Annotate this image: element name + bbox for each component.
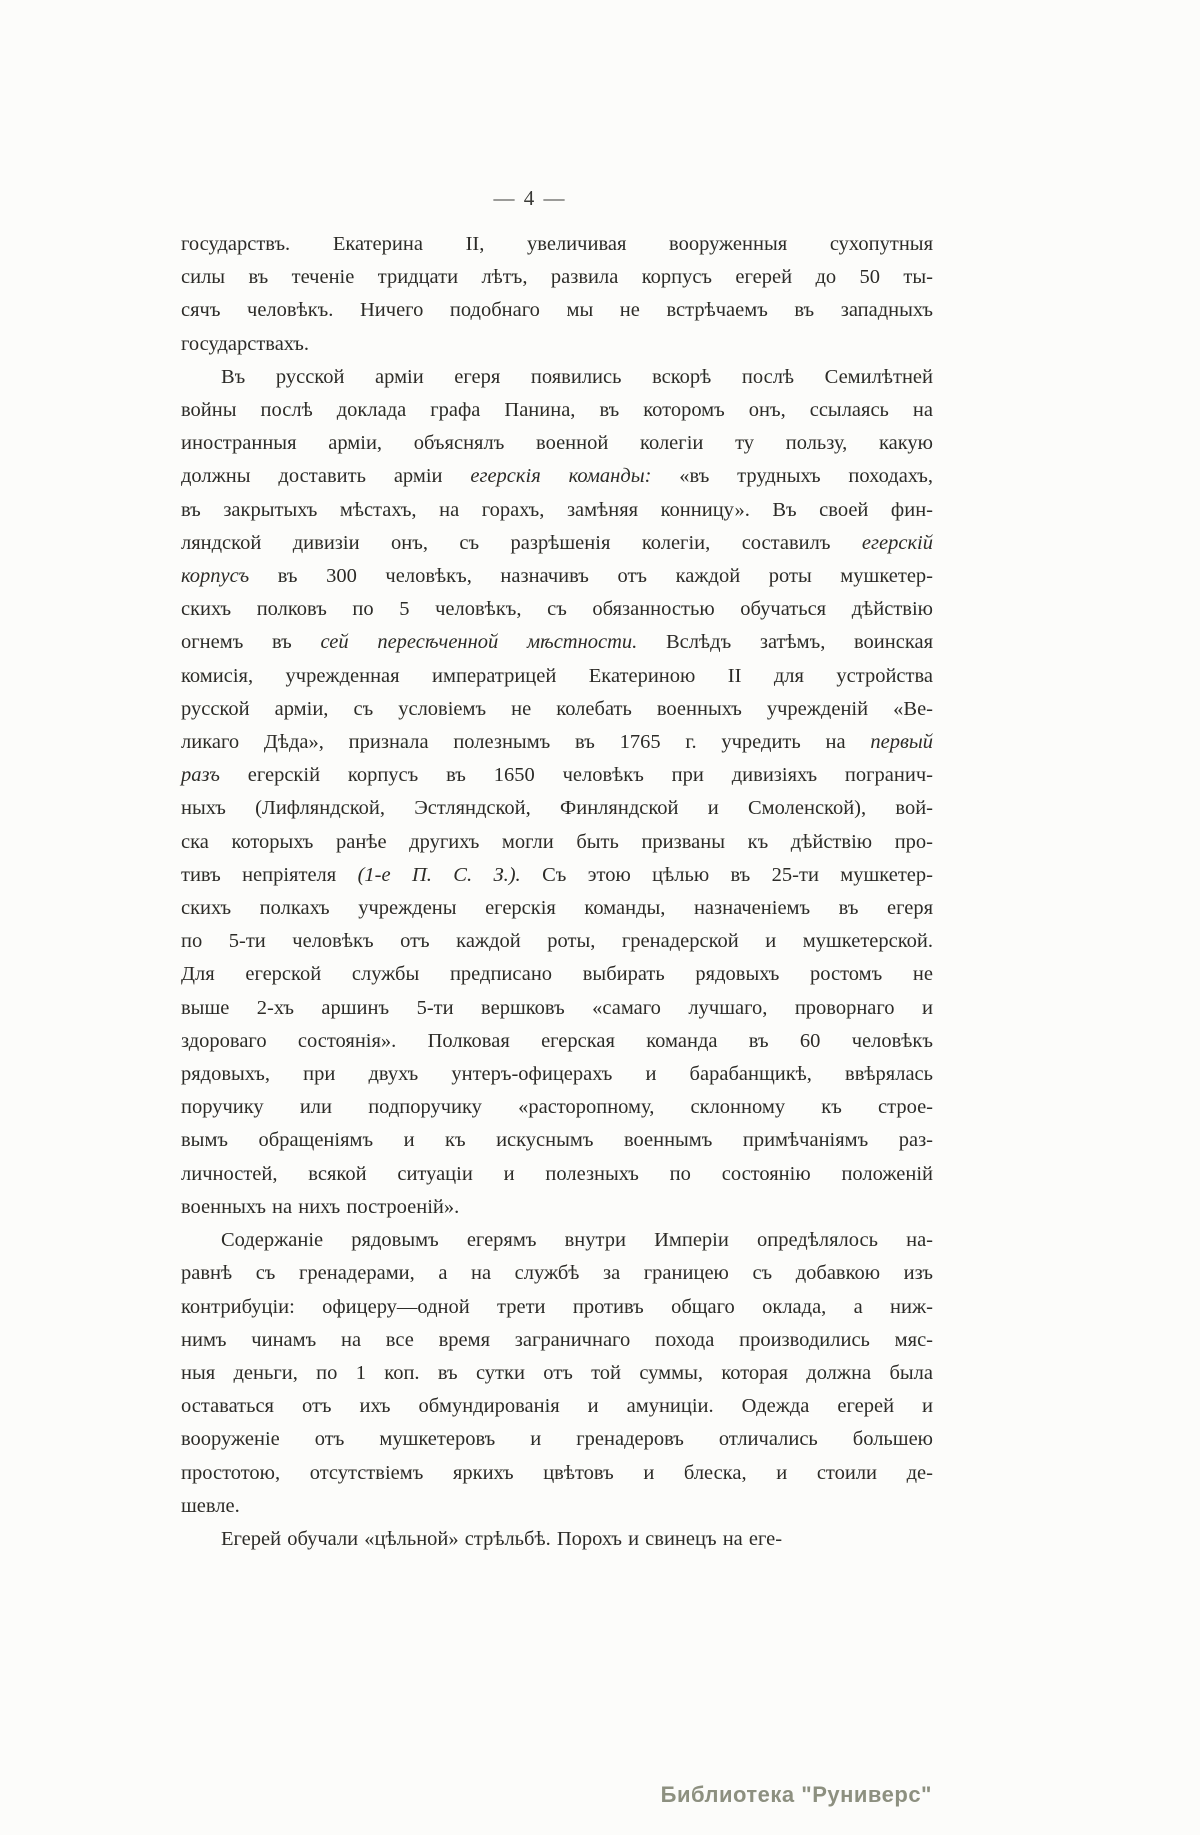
text-line: тивъ непріятеля (1-е П. С. З.). Съ этою цѣлью въ 25-ти мушкетер- [181, 863, 933, 886]
text-line: простотою, отсутствіемъ яркихъ цвѣтовъ и блеска, и стоили де- [181, 1461, 933, 1484]
text-line: здороваго состоянія». Полковая егерская команда въ 60 человѣкъ [181, 1029, 933, 1052]
text-line: должны доставить арміи егерскія команды: «въ трудныхъ походахъ, [181, 465, 933, 488]
text-line: разъ егерскій корпусъ въ 1650 человѣкъ при дивизіяхъ погранич- [181, 764, 933, 787]
text-line: силы въ теченіе тридцати лѣтъ, развила корпусъ егерей до 50 ты- [181, 266, 933, 289]
body-text [181, 228, 933, 1556]
text-line: скихъ полковъ по 5 человѣкъ, съ обязанностью обучаться дѣйствію [181, 598, 933, 621]
text-line: контрибуціи: офицеру—одной трети противъ общаго оклада, а ниж- [181, 1295, 933, 1318]
text-line: комисія, учрежденная императрицей Екатериною II для устройства [181, 664, 933, 687]
text-line: государствахъ. [181, 332, 309, 355]
text-line: огнемъ въ сей пересѣченной мѣстности. Вслѣдъ затѣмъ, воинская [181, 631, 934, 654]
text-line: военныхъ на нихъ построеній». [181, 1195, 460, 1218]
text-line: русской арміи, съ условіемъ не колебать военныхъ учрежденій «Ве- [181, 697, 933, 720]
text-line: Въ русской арміи егеря появились вскорѣ послѣ Семилѣтней [221, 365, 933, 388]
text-line: ликаго Дѣда», признала полезнымъ въ 1765 г. учредить на первый [181, 731, 933, 754]
paragraph [181, 1224, 933, 1523]
text-line: оставаться отъ ихъ обмундированія и амуниціи. Одежда егерей и [181, 1395, 933, 1418]
text-line: поручику или подпоручику «расторопному, склонному къ строе- [181, 1096, 933, 1119]
text-line: ляндской дивизіи онъ, съ разрѣшенія колегіи, составилъ егерскій [181, 531, 933, 554]
text-line: государствъ. Екатерина II, увеличивая вооруженныя сухопутныя [181, 233, 933, 255]
paragraph [181, 1523, 933, 1556]
paragraph [181, 228, 933, 361]
library-watermark: Библиотека "Руниверс" [660, 1782, 932, 1807]
text-line: личностей, всякой ситуаціи и полезныхъ по состоянію положеній [181, 1162, 933, 1185]
text-line: нимъ чинамъ на все время заграничнаго похода производились мяс- [181, 1328, 933, 1351]
text-line: ска которыхъ ранѣе другихъ могли быть призваны къ дѣйствію про- [181, 830, 933, 853]
text-line: вымъ обращеніямъ и къ искуснымъ военнымъ примѣчаніямъ раз- [181, 1129, 933, 1152]
text-line: войны послѣ доклада графа Панина, въ которомъ онъ, ссылаясь на [181, 399, 933, 422]
text-line: Содержаніе рядовымъ егерямъ внутри Имперіи опредѣлялось на- [221, 1229, 933, 1252]
text-line: равнѣ съ гренадерами, а на службѣ за границею съ добавкою изъ [181, 1262, 933, 1285]
text-line: Егерей обучали «цѣльной» стрѣльбѣ. Порохъ и свинецъ на еге- [221, 1527, 783, 1550]
text-line: выше 2-хъ аршинъ 5-ти вершковъ «самаго лучшаго, проворнаго и [181, 996, 933, 1019]
paragraph [181, 361, 933, 1224]
text-line: шевле. [181, 1494, 240, 1517]
text-line: ныхъ (Лифляндской, Эстляндской, Финляндской и Смоленской), вой- [181, 797, 933, 820]
text-line: въ закрытыхъ мѣстахъ, на горахъ, замѣняя конницу». Въ своей фин- [181, 498, 933, 521]
text-line: корпусъ въ 300 человѣкъ, назначивъ отъ каждой роты мушкетер- [181, 565, 933, 588]
text-line: иностранныя арміи, объяснялъ военной колегіи ту пользу, какую [181, 432, 933, 455]
text-line: рядовыхъ, при двухъ унтеръ-офицерахъ и барабанщикѣ, ввѣрялась [181, 1063, 933, 1086]
text-line: Для егерской службы предписано выбирать рядовыхъ ростомъ не [181, 963, 933, 986]
text-line: по 5-ти человѣкъ отъ каждой роты, гренадерской и мушкетерской. [181, 930, 933, 953]
text-line: ныя деньги, по 1 коп. въ сутки отъ той суммы, которая должна была [181, 1361, 933, 1384]
text-line: вооруженіе отъ мушкетеровъ и гренадеровъ отличались большею [181, 1428, 933, 1451]
text-line: скихъ полкахъ учреждены егерскія команды, назначеніемъ въ егеря [181, 897, 933, 920]
page-number: — 4 — [493, 186, 567, 210]
text-line: сячъ человѣкъ. Ничего подобнаго мы не встрѣчаемъ въ западныхъ [181, 299, 933, 322]
